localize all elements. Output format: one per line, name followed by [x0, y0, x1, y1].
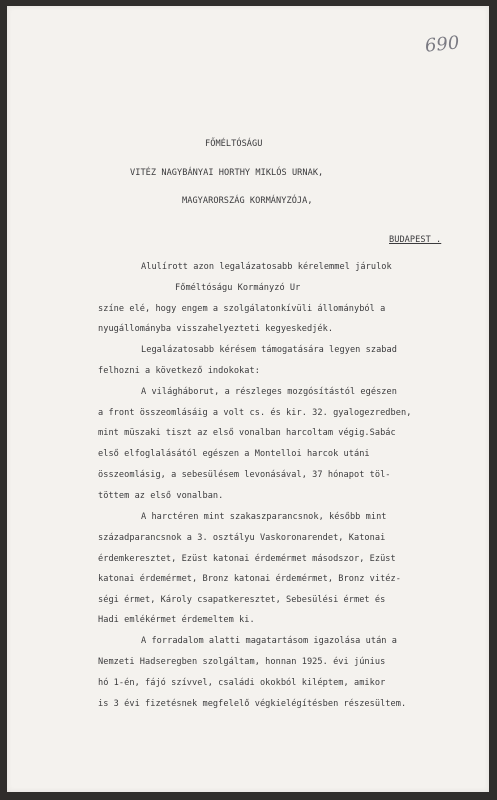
body-line-10: első elfoglalásától egészen a Montelloi harcok utáni	[98, 449, 370, 459]
body-line-19: A forradalom alatti magatartásom igazolása után a	[141, 636, 397, 646]
handwritten-page-number: 690	[423, 32, 461, 57]
body-line-5: Legalázatosabb kérésem támogatására legyen szabad	[141, 345, 397, 355]
body-line-4: nyugállományba visszahelyezteti kegyeskedjék.	[98, 324, 334, 334]
body-line-12: töttem az első vonalban.	[98, 491, 224, 501]
body-line-21: hó 1-én, fájó szívvel, családi okokból kiléptem, amikor	[98, 678, 386, 688]
document-page	[7, 6, 489, 792]
body-line-17: ségi érmet, Károly csapatkeresztet, Sebesülési érmet és	[98, 595, 386, 605]
body-line-8: a front összeomlásáig a volt cs. és kir. 32. gyalogezredben,	[98, 408, 412, 418]
body-line-2: Főméltóságu Kormányzó Ur	[175, 283, 301, 293]
body-line-6: felhozni a következő indokokat:	[98, 366, 260, 376]
body-line-15: érdemkeresztet, Ezüst katonai érdemérmet másodszor, Ezüst	[98, 554, 396, 564]
body-line-7: A világháborut, a részleges mozgósítástól egészen	[141, 387, 397, 397]
body-line-16: katonai érdemérmet, Bronz katonai érdemérmet, Bronz vitéz-	[98, 574, 401, 584]
address-line-2: VITÉZ NAGYBÁNYAI HORTHY MIKLÓS URNAK,	[130, 168, 324, 178]
address-line-3: MAGYARORSZÁG KORMÁNYZÓJA,	[182, 196, 313, 206]
body-line-1: Alulírott azon legalázatosabb kérelemmel járulok	[141, 262, 392, 272]
body-line-20: Nemzeti Hadseregben szolgáltam, honnan 1925. évi június	[98, 657, 386, 667]
body-line-18: Hadi emlékérmet érdemeltem ki.	[98, 615, 255, 625]
body-line-14: századparancsnok a 3. osztályu Vaskoronarendet, Katonai	[98, 533, 386, 543]
address-line-1: FŐMÉLTÓSÁGU	[205, 139, 263, 149]
body-line-9: mint müszaki tiszt az első vonalban harcoltam végig.Sabác	[98, 428, 396, 438]
body-line-22: is 3 évi fizetésnek megfelelő végkielégítésben részesültem.	[98, 699, 407, 709]
place-heading: BUDAPEST .	[389, 235, 442, 245]
body-line-3: színe elé, hogy engem a szolgálatonkívüli állományból a	[98, 304, 386, 314]
body-line-11: összeomlásig, a sebesülésem levonásával, 37 hónapot töl-	[98, 470, 391, 480]
body-line-13: A harctéren mint szakaszparancsnok, később mint	[141, 512, 387, 522]
